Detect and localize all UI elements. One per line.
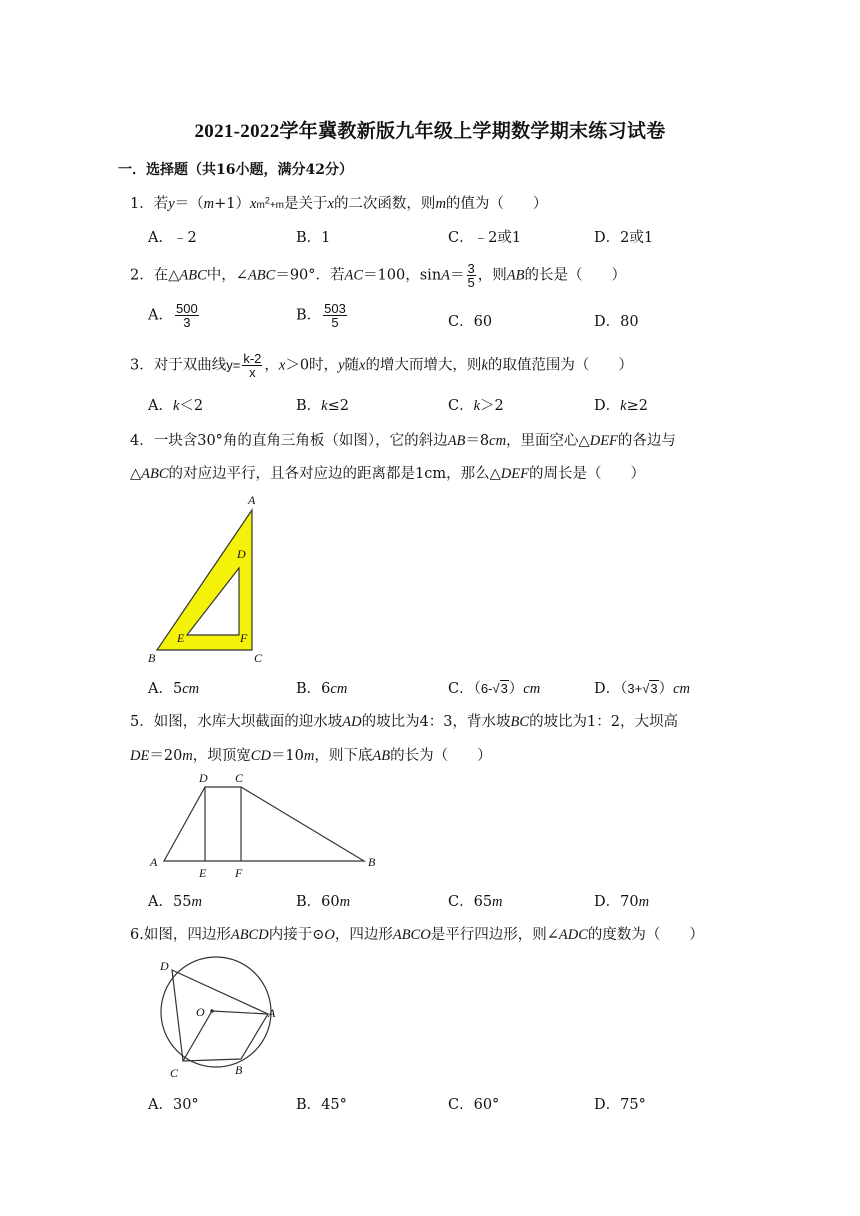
option-rel: ≥2	[626, 398, 648, 414]
quadrilateral-abcd	[172, 970, 268, 1061]
var-y: y=	[226, 357, 241, 373]
exp-m: m	[256, 200, 265, 211]
var-cd: CD	[250, 748, 271, 764]
option-b[interactable]: B．1	[296, 230, 331, 246]
option-c[interactable]: C．60	[448, 314, 493, 330]
exp-2: 2	[264, 195, 270, 206]
q5-text: 的长为（ ）	[390, 748, 492, 764]
option-a[interactable]	[148, 677, 199, 698]
frac-num: 3	[467, 261, 475, 276]
option-d[interactable]: D．80	[594, 314, 639, 330]
option-b[interactable]: B．45°	[296, 1097, 347, 1113]
var-ab: AB	[506, 267, 525, 284]
label-a: A	[248, 493, 256, 507]
unit-m: m	[191, 894, 202, 910]
sqrt-lead: 3+	[627, 681, 643, 696]
var-abc: ABC	[247, 267, 276, 284]
label-d: D	[237, 547, 246, 561]
q6-text: 如图，四边形	[143, 927, 231, 943]
var-def: DEF	[500, 466, 529, 482]
question-1	[130, 192, 547, 213]
q1-text: 的值为（ ）	[445, 196, 548, 212]
option-a[interactable]: A．30°	[148, 1097, 199, 1113]
q5-text: ，坝顶宽	[192, 748, 251, 764]
var-x: x	[250, 196, 257, 212]
option-c[interactable]	[448, 677, 540, 698]
question-4-line-1	[130, 429, 676, 450]
question-2	[130, 262, 626, 289]
frac-num: 503	[324, 301, 346, 316]
option-label: D．70	[594, 894, 639, 910]
q5-text: ＝20	[149, 748, 183, 764]
frac-num: 500	[175, 301, 198, 316]
q6-text: 内接于⊙	[268, 927, 325, 943]
option-d[interactable]: D．2或1	[594, 230, 654, 246]
q4-text: ，里面空心△	[506, 433, 590, 449]
circle-quadrilateral-figure	[144, 950, 284, 1084]
option-c[interactable]	[448, 394, 504, 415]
unit-m: m	[638, 894, 650, 910]
var-m: m	[435, 196, 446, 212]
fraction	[242, 352, 262, 379]
exp-plus-m: +m	[269, 200, 284, 211]
unit-cm: cm	[523, 681, 541, 697]
frac-den: 5	[331, 315, 339, 330]
var-k: k	[481, 357, 488, 374]
var-m: m	[203, 196, 215, 212]
q5-text: 的坡比为1：2，大坝高	[529, 714, 679, 730]
dam-cross-section-figure	[144, 766, 384, 882]
q1-text: 的二次函数，则	[333, 196, 436, 212]
var-k: k	[620, 398, 627, 414]
var-y: y	[338, 357, 345, 374]
label-c: C	[254, 651, 263, 665]
question-number: 5．	[130, 714, 154, 730]
var-adc: ADC	[558, 927, 588, 943]
frac-num: k-2	[243, 351, 262, 366]
option-a[interactable]	[148, 302, 201, 329]
label-e: E	[199, 866, 207, 880]
label-o: O	[196, 1005, 205, 1019]
q6-text: 是平行四边形，则∠	[430, 927, 559, 943]
label-d: D	[160, 959, 169, 973]
q5-text: 的坡比为4：3，背水坡	[361, 714, 511, 730]
option-b[interactable]	[296, 302, 349, 329]
option-label: B．	[296, 398, 322, 414]
q3-text: 的取值范围为（ ）	[487, 357, 633, 374]
q3-text: ，	[264, 357, 279, 374]
var-ac: AC	[344, 267, 364, 284]
q3-text: 随	[344, 357, 359, 374]
option-a[interactable]: A．﹣2	[148, 230, 197, 246]
option-label: B．	[296, 307, 322, 324]
option-label: A．	[148, 307, 173, 324]
option-c[interactable]: C．60°	[448, 1097, 500, 1113]
question-3	[130, 352, 633, 379]
radicand: 3	[500, 681, 508, 696]
q4-text: 一块含30°角的直角三角板（如图），它的斜边	[153, 433, 448, 449]
question-number: 4．	[130, 433, 154, 449]
q1-text: 若	[153, 196, 169, 212]
label-b: B	[368, 855, 376, 869]
var-abc: ABC	[141, 466, 169, 482]
unit-cm: cm	[330, 681, 348, 697]
label-e: E	[177, 631, 185, 645]
unit-m: m	[182, 748, 193, 764]
fraction	[467, 262, 476, 289]
q5-text: 如图，水库大坝截面的迎水坡	[153, 714, 343, 730]
label-d: D	[199, 771, 208, 785]
question-5-line-1	[130, 710, 678, 731]
sqrt-lead: 6-	[480, 681, 493, 696]
var-bc: BC	[510, 714, 530, 730]
unit-m: m	[492, 894, 503, 910]
var-ab: AB	[372, 748, 391, 764]
question-6	[130, 923, 704, 944]
var-de: DE	[130, 748, 150, 764]
var-y: y	[168, 196, 175, 212]
question-number: 6.	[130, 927, 144, 943]
q3-text: ＞0时，	[285, 357, 339, 374]
q2-text: 在△	[153, 267, 180, 284]
q1-text: +1）	[214, 196, 251, 212]
q2-text: ＝100，sin	[363, 267, 442, 284]
q2-text: ，则	[477, 267, 507, 284]
frac-den: x	[249, 365, 256, 380]
q4-text: △	[130, 466, 142, 482]
q1-text: 是关于	[284, 196, 328, 212]
unit-cm: cm	[673, 681, 691, 697]
var-a: A	[441, 267, 451, 284]
q6-text: ，四边形	[334, 927, 393, 943]
option-label: A．	[148, 398, 173, 414]
q3-text: 对于双曲线	[153, 357, 227, 374]
var-x: x	[359, 357, 366, 374]
var-o: O	[324, 927, 335, 943]
center-point	[210, 1009, 214, 1013]
option-label: A．5	[148, 681, 183, 697]
frac-den: 5	[467, 275, 475, 290]
option-rel: ＞2	[480, 398, 504, 414]
label-b: B	[148, 651, 156, 665]
option-label: C．（	[448, 681, 481, 697]
label-a: A	[150, 855, 158, 869]
question-number: 2．	[130, 267, 154, 284]
option-d[interactable]	[594, 394, 648, 415]
frac-den: 3	[183, 315, 191, 330]
question-number: 3．	[130, 357, 154, 374]
radicand: 3	[650, 681, 658, 696]
trapezoid	[164, 787, 364, 861]
label-c: C	[235, 771, 244, 785]
option-label: C．	[448, 398, 474, 414]
exponent	[256, 195, 284, 211]
option-label: D．	[594, 398, 621, 414]
label-c: C	[170, 1066, 179, 1080]
q4-text: 的周长是（ ）	[528, 466, 645, 482]
q4-text: 的各边与	[617, 433, 676, 449]
option-b[interactable]	[296, 677, 347, 698]
option-c[interactable]	[448, 890, 503, 911]
var-x: x	[327, 196, 334, 212]
label-b: B	[235, 1063, 243, 1077]
option-rel: ＜2	[179, 398, 204, 414]
option-label: A．55	[148, 894, 192, 910]
option-d[interactable]: D．75°	[594, 1097, 646, 1113]
unit-m: m	[303, 748, 315, 764]
q5-text: ，则下底	[314, 748, 373, 764]
var-k: k	[473, 398, 481, 414]
q4-text: 的对应边平行，且各对应边的距离都是1cm，那么△	[168, 466, 501, 482]
option-rel: ≤2	[327, 398, 349, 414]
sqrt-expression: 6-√3	[480, 681, 508, 696]
option-label: C．65	[448, 894, 493, 910]
unit-cm: cm	[489, 433, 507, 449]
var-k: k	[321, 398, 328, 414]
option-close: ）	[508, 681, 524, 697]
fraction	[175, 302, 199, 329]
q2-text: ＝	[450, 267, 465, 284]
section-heading: 一．选择题（共16小题，满分42分）	[118, 162, 353, 178]
q6-text: 的度数为（ ）	[587, 927, 704, 943]
var-ad: AD	[342, 714, 362, 730]
option-label: B．60	[296, 894, 340, 910]
option-label: B．6	[296, 681, 331, 697]
option-a[interactable]	[148, 394, 203, 415]
var-abco: ABCO	[392, 927, 431, 943]
unit-m: m	[339, 894, 351, 910]
q2-text: ＝90°．若	[275, 267, 345, 284]
question-number: 1．	[130, 196, 154, 212]
question-4-line-2	[130, 462, 645, 483]
var-abcd: ABCD	[230, 927, 269, 943]
option-b[interactable]	[296, 394, 349, 415]
unit-cm: cm	[182, 681, 200, 697]
fraction	[323, 302, 347, 329]
label-f: F	[235, 866, 243, 880]
var-x: x	[278, 357, 286, 374]
q3-text: 的增大而增大，则	[365, 357, 482, 374]
q2-text: 中，∠	[206, 267, 248, 284]
label-a: A	[268, 1006, 276, 1020]
label-f: F	[240, 631, 248, 645]
question-5-line-2	[130, 744, 492, 765]
page-title: 2021-2022学年冀教新版九年级上学期数学期末练习试卷	[194, 121, 666, 142]
option-close: ）	[658, 681, 674, 697]
q2-text: 的长是（ ）	[524, 267, 626, 284]
q5-text: ＝10	[270, 748, 304, 764]
option-a[interactable]	[148, 890, 202, 911]
var-abc: ABC	[179, 267, 207, 284]
option-label: D．（	[594, 681, 628, 697]
var-ab: AB	[447, 433, 466, 449]
q1-text: ＝（	[174, 196, 204, 212]
option-b[interactable]	[296, 890, 350, 911]
q4-text: ＝8	[465, 433, 490, 449]
option-c[interactable]: C．﹣2或1	[448, 230, 522, 246]
triangle-ruler-figure	[144, 490, 274, 668]
var-k: k	[172, 398, 180, 414]
option-d[interactable]	[594, 677, 690, 698]
var-def: DEF	[589, 433, 618, 449]
option-d[interactable]	[594, 890, 649, 911]
sqrt-expression: 3+√3	[627, 681, 658, 696]
